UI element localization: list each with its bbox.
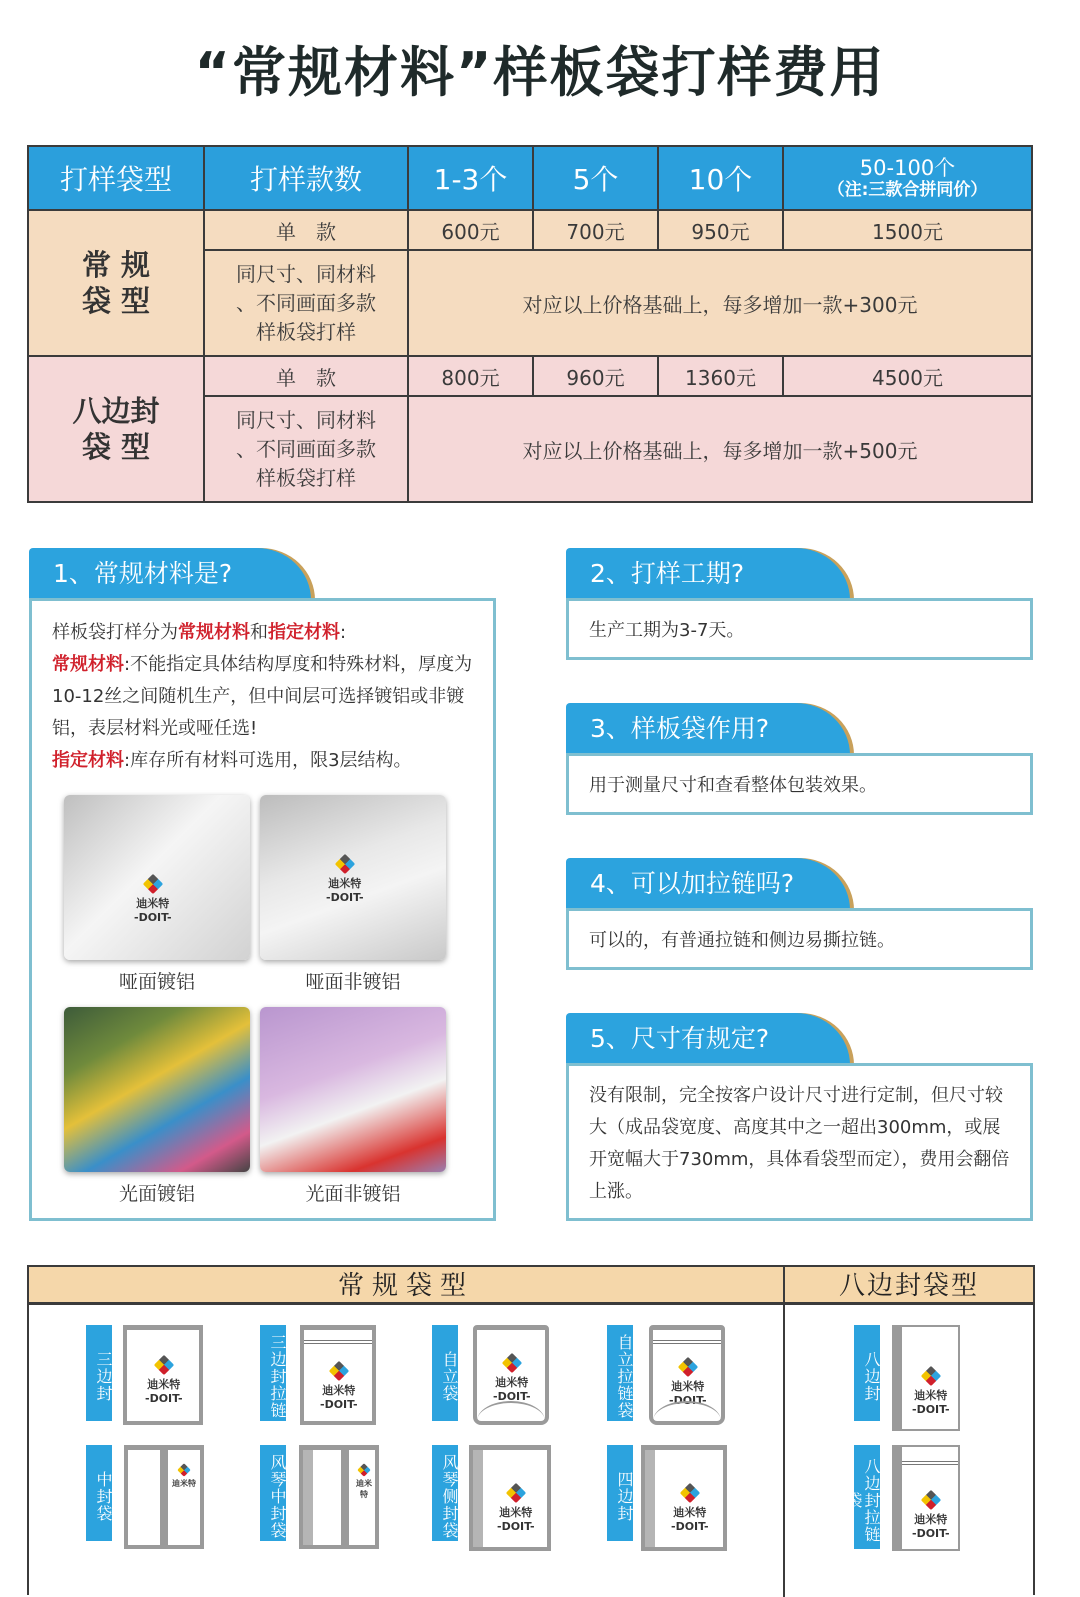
price-cell: 1360元 — [658, 356, 783, 396]
faq-5-box — [566, 1063, 1033, 1221]
highlight-designated: 指定材料 — [268, 622, 340, 643]
doit-logo: 迪米特 -DOIT- — [134, 875, 172, 924]
multi-label-line: 样板袋打样 — [256, 465, 356, 490]
multi-label-line: 同尺寸、同材料 — [236, 407, 376, 432]
table-row-octagonal-single — [28, 356, 1032, 396]
price-cell: 600元 — [408, 210, 533, 250]
bag-label-stand-up: 自立袋 — [432, 1325, 458, 1421]
photo-caption: 光面镀铝 — [118, 1183, 195, 1205]
bag-types-table — [27, 1265, 1035, 1595]
faq-1-title: 1、常规材料是? — [29, 548, 311, 600]
three-side-seal-bag-icon: 迪米特 -DOIT- — [123, 1325, 203, 1425]
bag-label-octagonal-zipper: 八边封拉链袋 — [854, 1445, 880, 1549]
faq-2-title: 2、打样工期? — [566, 548, 850, 600]
doit-logo: 迪米特 -DOIT- — [326, 855, 364, 904]
stand-up-bag-icon: 迪米特 -DOIT- — [473, 1325, 549, 1425]
photo-glossy-metallized — [64, 1007, 250, 1172]
photo-matte-metallized — [64, 795, 250, 960]
gusset-center-seal-bag-icon: 迪米特 — [299, 1445, 379, 1549]
bag-label-four-side-seal: 四边封 — [607, 1445, 633, 1541]
faq-4-body: 可以的，有普通拉链和侧边易撕拉链。 — [589, 930, 895, 951]
faq-3-box — [566, 753, 1033, 815]
faq-1-body — [52, 617, 482, 777]
standard-type-line1: 常 规 — [81, 248, 151, 282]
price-cell: 4500元 — [783, 356, 1032, 396]
photo-caption: 光面非镀铝 — [305, 1183, 401, 1205]
price-cell: 960元 — [533, 356, 658, 396]
photo-matte-non-metallized — [260, 795, 446, 960]
faq-4-title: 4、可以加拉链吗? — [566, 858, 850, 910]
multi-label-line: 样板袋打样 — [256, 319, 356, 344]
header-style-count: 打样款数 — [204, 146, 408, 210]
multi-note: 对应以上价格基础上，每多增加一款+300元 — [408, 250, 1032, 356]
octagonal-zipper-bag-icon: 迪米特 -DOIT- — [892, 1445, 960, 1551]
bag-label-gusset-center-seal: 风琴中封袋 — [260, 1445, 286, 1541]
price-table-header — [28, 146, 1032, 210]
multi-note: 对应以上价格基础上，每多增加一款+500元 — [408, 396, 1032, 502]
faq-1-intro — [52, 617, 482, 649]
three-side-zipper-bag-icon: 迪米特 -DOIT- — [300, 1325, 376, 1425]
page-title: “常规材料”样板袋打样费用 — [194, 41, 886, 104]
faq-2-body: 生产工期为3-7天。 — [589, 620, 745, 641]
photo-caption: 哑面非镀铝 — [305, 971, 401, 993]
single-label: 单 款 — [204, 210, 408, 250]
bag-label-stand-up-zipper: 自立拉链袋 — [607, 1325, 633, 1421]
intro-text: 样板袋打样分为 — [52, 622, 178, 643]
standard-bag-header: 常规袋型 — [29, 1267, 783, 1305]
standard-desc-text: :不能指定具体结构厚度和特殊材料，厚度为10-12丝之间随机生产，但中间层可选择镀铝或非镀铝，表层材料光或哑任选! — [52, 654, 473, 739]
faq-3-title: 3、样板袋作用? — [566, 703, 850, 755]
designated-desc-text: :库存所有材料可选用，限3层结构。 — [124, 750, 412, 771]
price-table — [27, 145, 1033, 503]
faq-1-designated-desc — [52, 745, 482, 777]
multi-label-line: 同尺寸、同材料 — [236, 261, 376, 286]
octagonal-bag-header: 八边封袋型 — [785, 1267, 1033, 1305]
four-side-seal-bag-icon: 迪米特 -DOIT- — [641, 1445, 727, 1551]
center-seal-bag-icon: 迪米特 — [124, 1445, 204, 1549]
faq-4-box — [566, 908, 1033, 970]
price-cell: 950元 — [658, 210, 783, 250]
column-divider — [783, 1267, 785, 1597]
highlight-standard: 常规材料 — [178, 622, 250, 643]
price-cell: 700元 — [533, 210, 658, 250]
faq-2-box — [566, 598, 1033, 660]
header-qty-1-3: 1-3个 — [408, 146, 533, 210]
intro-text: 和 — [250, 622, 268, 643]
octagonal-bag-type-cell — [28, 356, 204, 502]
bag-label-three-side-seal: 三边封 — [86, 1325, 112, 1421]
multi-label — [204, 250, 408, 356]
photo-caption: 哑面镀铝 — [118, 971, 195, 993]
highlight-standard: 常规材料 — [52, 654, 124, 675]
multi-label-line: 、不同画面多款 — [236, 436, 376, 461]
bag-label-center-seal: 中封袋 — [86, 1445, 112, 1541]
price-cell: 1500元 — [783, 210, 1032, 250]
faq-1-standard-desc — [52, 649, 482, 745]
header-qty-note: （注:三款合拼同价） — [827, 180, 988, 200]
octagonal-bag-icon: 迪米特 -DOIT- — [892, 1325, 960, 1431]
bag-label-gusset-side-seal: 风琴侧封袋 — [432, 1445, 458, 1541]
header-qty-10: 10个 — [658, 146, 783, 210]
table-row-standard-single — [28, 210, 1032, 250]
faq-3-body: 用于测量尺寸和查看整体包装效果。 — [589, 775, 877, 796]
stand-up-zipper-bag-icon: 迪米特 -DOIT- — [649, 1325, 725, 1425]
multi-label-line: 、不同画面多款 — [236, 290, 376, 315]
octagonal-type-line2: 袋 型 — [81, 430, 151, 464]
octagonal-type-line1: 八边封 — [72, 394, 160, 428]
header-bag-type: 打样袋型 — [28, 146, 204, 210]
price-cell: 800元 — [408, 356, 533, 396]
standard-type-line2: 袋 型 — [81, 284, 151, 318]
bag-label-octagonal: 八边封 — [854, 1325, 880, 1421]
highlight-designated: 指定材料 — [52, 750, 124, 771]
header-qty-50-100-label: 50-100个 — [859, 156, 956, 180]
intro-text: : — [340, 622, 347, 643]
standard-bag-type-cell — [28, 210, 204, 356]
faq-1-box — [29, 598, 496, 1221]
header-qty-5: 5个 — [533, 146, 658, 210]
header-qty-50-100 — [783, 146, 1032, 210]
faq-5-body: 没有限制，完全按客户设计尺寸进行定制，但尺寸较大（成品袋宽度、高度其中之一超出300mm，或展开宽幅大于730mm，具体看袋型而定），费用会翻倍上涨。 — [589, 1085, 1010, 1202]
faq-5-title: 5、尺寸有规定? — [566, 1013, 850, 1065]
single-label: 单 款 — [204, 356, 408, 396]
bag-label-three-side-zipper: 三边封拉链 — [260, 1325, 286, 1421]
gusset-side-seal-bag-icon: 迪米特 -DOIT- — [469, 1445, 551, 1551]
multi-label — [204, 396, 408, 502]
photo-glossy-non-metallized — [260, 1007, 446, 1172]
